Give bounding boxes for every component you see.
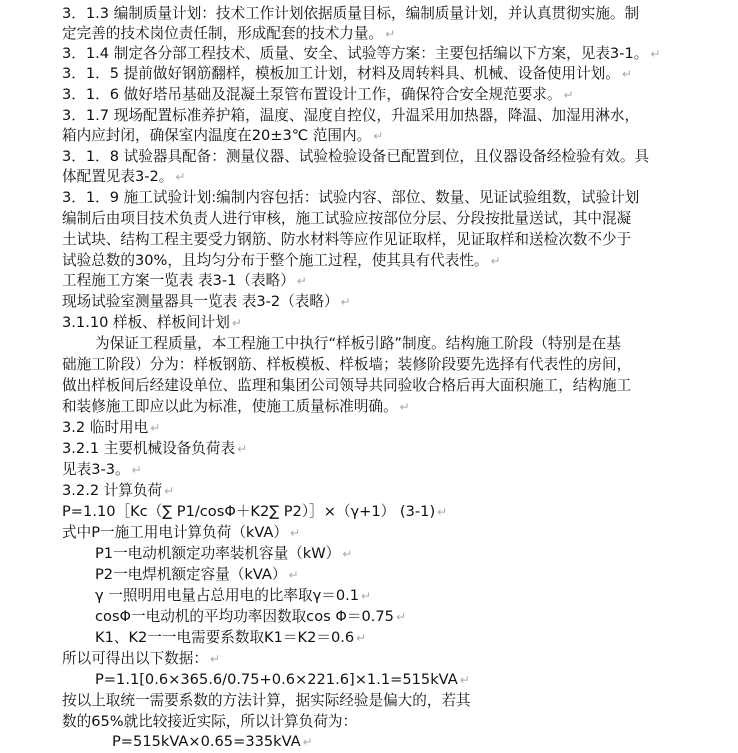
paragraph-mark-icon: ↵ xyxy=(399,400,410,414)
paragraph-mark-icon: ↵ xyxy=(231,316,242,330)
text-line: γ 一照明用电量占总用电的比率取γ＝0.1 ↵ xyxy=(95,587,372,604)
text-line: 编制后由项目技术负责人进行审核，施工试验应按部位分层、分段按批量送试，其中混凝 xyxy=(62,210,632,227)
text-line: 所以可得出以下数据： ↵ xyxy=(62,650,221,667)
text-line: K1、K2一一电需要系数取K1＝K2＝0.6 ↵ xyxy=(95,629,367,646)
paragraph-mark-icon: ↵ xyxy=(340,295,351,309)
paragraph-mark-icon: ↵ xyxy=(237,442,248,456)
paragraph-mark-icon: ↵ xyxy=(290,526,301,540)
text-line: 体配置见表3-2。 ↵ xyxy=(62,168,186,185)
text-line: 工程施工方案一览表 表3-1（表略） ↵ xyxy=(62,272,307,289)
text-line: 按以上取统一需要系数的方法计算，据实际经验是偏大的，若其 xyxy=(62,692,471,709)
text-line: 3.2.2 计算负荷 ↵ xyxy=(62,482,175,499)
text-line: P2一电焊机额定容量（kVA） ↵ xyxy=(95,566,299,583)
text-line: 和装修施工即应以此为标准，使施工质量标准明确。 ↵ xyxy=(62,398,410,415)
text-line: 3．1．8 试验器具配备：测量仪器、试验检验设备已配置到位，且仪器设备经检验有效。具 xyxy=(62,148,650,165)
paragraph-mark-icon: ↵ xyxy=(385,27,396,41)
paragraph-mark-icon: ↵ xyxy=(150,421,161,435)
paragraph-mark-icon: ↵ xyxy=(342,547,353,561)
text-line: 3.2.1 主要机械设备负荷表 ↵ xyxy=(62,440,248,457)
text-line: 3．1．9 施工试验计划:编制内容包括：试验内容、部位、数量、见证试验组数，试验计划 xyxy=(62,189,640,206)
text-line: 数的65%就比较接近实际，所以计算负荷为： xyxy=(62,713,358,730)
text-line: 土试块、结构工程主要受力钢筋、防水材料等应作见证取样，见证取样和送检次数不少于 xyxy=(62,231,632,248)
paragraph-mark-icon: ↵ xyxy=(361,589,372,603)
text-line: P1一电动机额定功率装机容量（kW） ↵ xyxy=(95,545,353,562)
text-line: 箱内应封闭，确保室内温度在20±3℃ 范围内。 ↵ xyxy=(62,127,384,144)
text-line: 3．1.3 编制质量计划：技术工作计划依据质量目标，编制质量计划，并认真贯彻实施。制 xyxy=(62,5,640,22)
text-line: 3.1.10 样板、样板间计划 ↵ xyxy=(62,314,242,331)
paragraph-mark-icon: ↵ xyxy=(437,505,448,519)
text-line: 3．1．5 提前做好钢筋翻样，模板加工计划，材料及周转料具、机械、设备使用计划。 ↵ xyxy=(62,65,632,82)
paragraph-mark-icon: ↵ xyxy=(563,88,574,102)
text-line: 做出样板间后经建设单位、监理和集团公司领导共同验收合格后再大面积施工，结构施工 xyxy=(62,377,632,394)
paragraph-mark-icon: ↵ xyxy=(131,463,142,477)
text-line: 3．1.4 制定各分部工程技术、质量、安全、试验等方案：主要包括编以下方案，见表3-1。 ↵ xyxy=(62,45,661,62)
text-line: 3．1.7 现场配置标准养护箱，温度、湿度自控仪，升温采用加热器，降温、加湿用淋水， xyxy=(62,107,640,124)
paragraph-mark-icon: ↵ xyxy=(302,735,313,749)
text-line: 定完善的技术岗位责任制，形成配套的技术力量。 ↵ xyxy=(62,25,396,42)
paragraph-mark-icon: ↵ xyxy=(296,274,307,288)
paragraph-mark-icon: ↵ xyxy=(373,129,384,143)
paragraph-mark-icon: ↵ xyxy=(490,254,501,268)
paragraph-mark-icon: ↵ xyxy=(621,67,632,81)
paragraph-mark-icon: ↵ xyxy=(164,484,175,498)
text-line: 3.2 临时用电 ↵ xyxy=(62,419,161,436)
text-line: 础施工阶段）分为：样板钢筋、样板模板、样板墙；装修阶段要先选择有代表性的房间， xyxy=(62,356,632,373)
text-line: 3．1．6 做好塔吊基础及混凝土泵管布置设计工作，确保符合安全规范要求。 ↵ xyxy=(62,86,574,103)
text-line: 为保证工程质量，本工程施工中执行“样板引路”制度。结构施工阶段（特别是在基 xyxy=(95,335,621,352)
paragraph-mark-icon: ↵ xyxy=(175,170,186,184)
text-line: 见表3-3。 ↵ xyxy=(62,461,142,478)
text-line: 试验总数的30%，且均匀分布于整个施工过程，使其具有代表性。 ↵ xyxy=(62,252,501,269)
paragraph-mark-icon: ↵ xyxy=(650,47,661,61)
paragraph-mark-icon: ↵ xyxy=(395,610,407,624)
text-line: 现场试验室测量器具一览表 表3-2（表略） ↵ xyxy=(62,293,351,310)
paragraph-mark-icon: ↵ xyxy=(459,673,470,687)
text-line: cosΦ一电动机的平均功率因数取cos Φ＝0.75 ↵ xyxy=(95,608,407,625)
formula-line: P=515kVA×0.65=335kVA ↵ xyxy=(112,733,313,750)
paragraph-mark-icon: ↵ xyxy=(356,631,367,645)
paragraph-mark-icon: ↵ xyxy=(209,652,221,666)
formula-line: P=1.10［Kc（∑ P1/cosΦ＋K2∑ P2）］×（γ+1） (3-1) ↵ xyxy=(62,503,448,520)
formula-line: P=1.1[0.6×365.6/0.75+0.6×221.6]×1.1=515kVA ↵ xyxy=(95,671,470,688)
text-line: 式中P一施工用电计算负荷（kVA） ↵ xyxy=(62,524,301,541)
paragraph-mark-icon: ↵ xyxy=(288,568,299,582)
